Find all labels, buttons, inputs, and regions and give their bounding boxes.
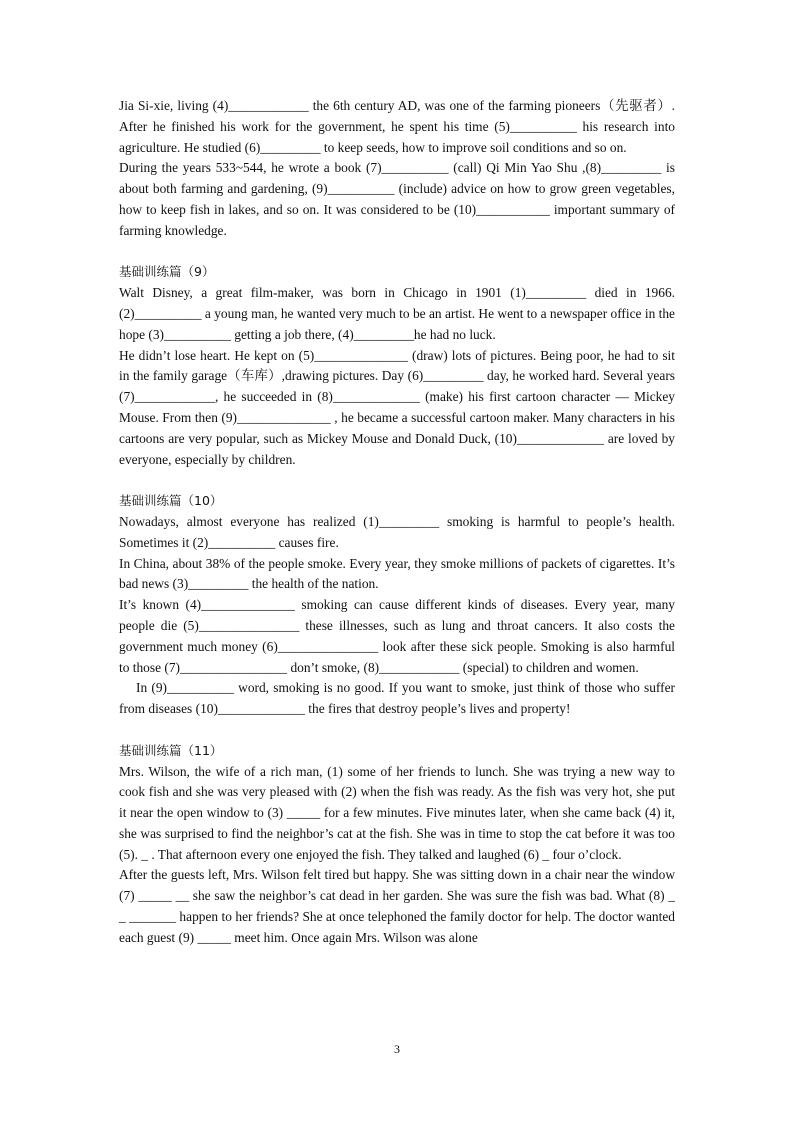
paragraph: In (9)__________ word, smoking is no good. If you want to smoke, just think of those who suffer from diseases (10)_____________ the fires that destroy people’s lives and property! — [119, 680, 675, 717]
paragraph: Walt Disney, a great film-maker, was born in Chicago in 1901 (1)_________ died in 1966. (2)__________ a young man, he wanted very much to be an artist. He went to a newspaper office in the hope (3)__________ getting a job there, (4)_________he had no luck. — [119, 285, 675, 342]
paragraph: In China, about 38% of the people smoke. Every year, they smoke millions of packets of cigarettes. It’s bad news (3)_________ the health of the nation. — [119, 555, 675, 592]
page-content — [119, 96, 675, 949]
paragraph: Jia Si-xie, living (4)____________ the 6th century AD, was one of the farming pioneers（先驱者）. After he finished his work for the government, he spent his time (5)__________ his research into agriculture. He studied (6)_________ to keep seeds, how to improve soil conditions and so on. — [119, 98, 675, 155]
section-heading: 基础训练篇（9） — [119, 264, 215, 280]
paragraph: During the years 533~544, he wrote a book (7)__________ (call) Qi Min Yao Shu ,(8)_________ is about both farming and gardening, (9)__________ (include) advice on how to grow green vegetables, how to keep fish in lakes, and so on. It was considered to be (10)___________ important summary of farming knowledge. — [119, 160, 675, 238]
paragraph: He didn’t lose heart. He kept on (5)______________ (draw) lots of pictures. Being poor, he had to sit in the family garage（车库）,drawing pictures. Day (6)_________ day, he worked hard. Several years (7)____________, he succeeded in (8)_____________ (make) his first cartoon character — Mickey Mouse. From then (9)______________ , he became a successful cartoon maker. Many characters in his cartoons are very popular, such as Mickey Mouse and Donald Duck, (10)_____________ are loved by everyone, especially by children. — [119, 347, 675, 467]
paragraph: Mrs. Wilson, the wife of a rich man, (1) some of her friends to lunch. She was trying a new way to cook fish and she was very pleased with (2) when the fish was ready. As the fish was very hot, she put it near the open window to (3) _____ for a few minutes. Five minutes later, when she came back (4) it, she was surprised to find the neighbor’s cat at the fish. She was in time to stop the cat before it was too (5). _ . That afternoon every one enjoyed the fish. They talked and laughed (6) _ four o’clock. — [119, 763, 675, 862]
page-number: 3 — [394, 1042, 400, 1056]
section-heading: 基础训练篇（11） — [119, 742, 223, 758]
paragraph: It’s known (4)______________ smoking can cause different kinds of diseases. Every year, many people die (5)_______________ these illnesses, such as lung and throat cancers. It also costs the government much money (6)_______________ look after these sick people. Smoking is also harmful to those (7)________________ don’t smoke, (8)____________ (special) to children and women. — [119, 597, 675, 675]
paragraph: Nowadays, almost everyone has realized (1)_________ smoking is harmful to people’s health. Sometimes it (2)__________ causes fire. — [119, 513, 675, 550]
section-heading: 基础训练篇（10） — [119, 493, 223, 509]
paragraph: After the guests left, Mrs. Wilson felt tired but happy. She was sitting down in a chair near the window (7) _____ __ she saw the neighbor’s cat dead in her garden. She was sure the fish was bad. What (8) _ _ _______ happen to her friends? She at once telephoned the family doctor for help. The doctor wanted each guest (9) _____ meet him. Once again Mrs. Wilson was alone — [119, 867, 675, 945]
